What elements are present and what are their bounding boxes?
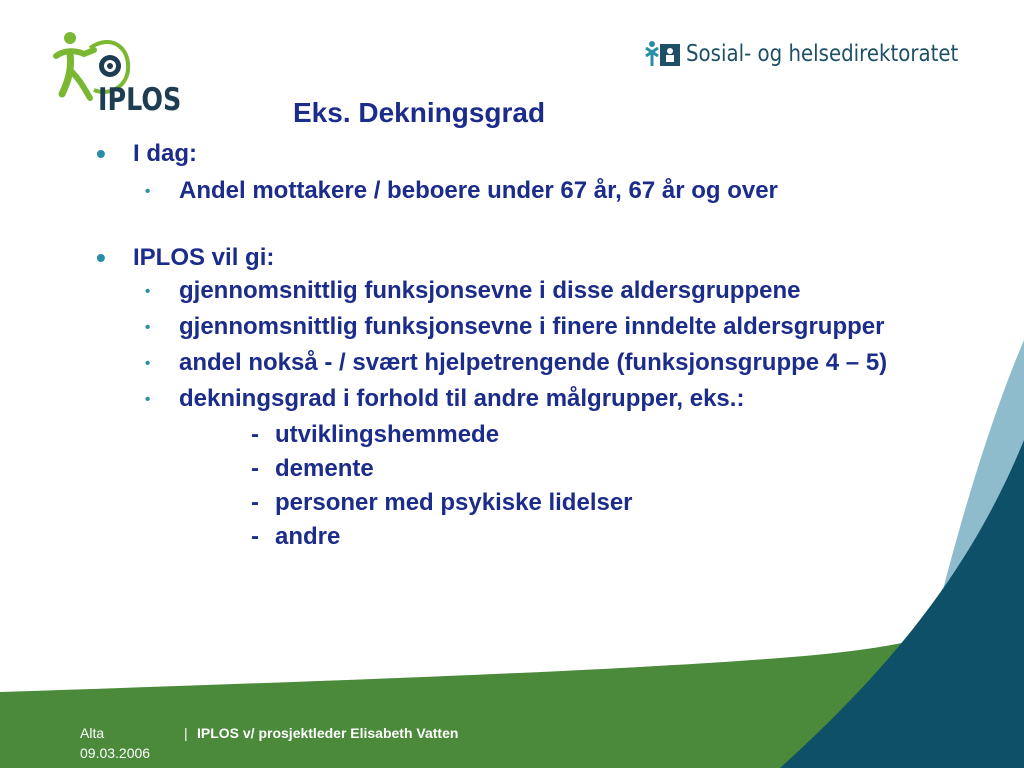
section-heading: • IPLOS vil gi:	[96, 242, 275, 273]
dash-marker: -	[251, 455, 259, 482]
sub-list-item: - demente	[251, 455, 374, 482]
list-item: • gjennomsnittlig funksjonsevne i finere inndelte aldersgrupper	[145, 313, 885, 340]
dash-marker: -	[251, 523, 259, 550]
list-item: • gjennomsnittlig funksjonsevne i disse aldersgruppene	[145, 277, 801, 304]
sub-list-item: - andre	[251, 523, 341, 550]
dash-marker: -	[251, 489, 259, 516]
bullet-icon: •	[96, 138, 106, 169]
iplos-logo-text: IPLOS	[98, 82, 182, 118]
list-item: • dekningsgrad i forhold til andre målgrupper, eks.:	[145, 385, 745, 412]
bullet-icon: •	[145, 283, 151, 300]
footer-location: Alta	[80, 725, 105, 741]
sub-list-item: - personer med psykiske lidelser	[251, 489, 633, 516]
directorate-logo	[644, 38, 1003, 70]
section-heading: • I dag:	[96, 138, 197, 169]
slide-content	[96, 140, 926, 550]
footer	[0, 718, 1024, 768]
list-item: • andel nokså - / svært hjelpetrengende (funksjonsgruppe 4 – 5)	[145, 349, 888, 376]
dash-marker: -	[251, 421, 259, 448]
directorate-name: Sosial- og helsedirektoratet	[686, 41, 959, 67]
bullet-icon: •	[145, 391, 151, 408]
bullet-icon: •	[145, 355, 151, 372]
bullet-icon: •	[145, 319, 151, 336]
slide-title: Eks. Dekningsgrad	[293, 97, 546, 128]
footer-date: 09.03.2006	[80, 745, 151, 761]
bullet-icon: •	[145, 183, 151, 200]
sub-list-item: - utviklingshemmede	[251, 421, 500, 448]
footer-presenter: IPLOS v/ prosjektleder Elisabeth Vatten	[197, 725, 459, 741]
footer-separator: |	[184, 725, 188, 741]
bullet-icon: •	[96, 242, 106, 273]
list-item: • Andel mottakere / beboere under 67 år, 67 år og over	[145, 177, 778, 204]
directorate-mark-icon	[644, 38, 682, 70]
